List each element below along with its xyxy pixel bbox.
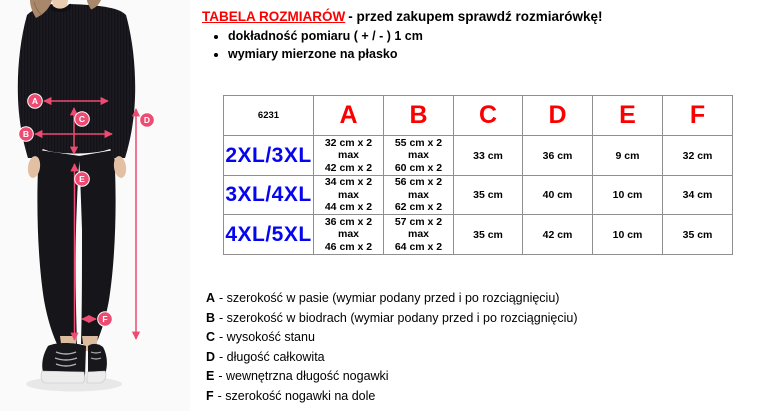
table-row	[224, 176, 733, 215]
measurement-marker-b-icon	[19, 127, 34, 142]
column-header-d: D	[523, 96, 593, 136]
size-label: 2XL/3XL	[224, 136, 314, 176]
size-label: 3XL/4XL	[224, 176, 314, 215]
cell-d: 42 cm	[523, 215, 593, 255]
cell-d: 40 cm	[523, 176, 593, 215]
marker-d-label: D	[143, 115, 151, 126]
column-header-e: E	[593, 96, 663, 136]
cell-e: 10 cm	[593, 176, 663, 215]
legend-line-b: B - szerokość w biodrach (wymiar podany przed i po rozciągnięciu)	[206, 310, 578, 325]
page-title	[202, 9, 603, 24]
marker-e-label: E	[79, 174, 85, 185]
legend-line-d: D - długość całkowita	[206, 349, 325, 364]
marker-a-label: A	[31, 96, 39, 107]
cell-b: 56 cm x 2 max 62 cm x 2	[384, 176, 454, 215]
table-row	[224, 215, 733, 255]
cell-a: 34 cm x 2 max 44 cm x 2	[314, 176, 384, 215]
cell-f: 34 cm	[663, 176, 733, 215]
cell-f: 32 cm	[663, 136, 733, 176]
notes-list	[206, 28, 423, 63]
measurement-marker-c-icon	[75, 112, 90, 127]
measurement-legend	[206, 289, 578, 406]
cell-a: 32 cm x 2 max 42 cm x 2	[314, 136, 384, 176]
sweater	[18, 4, 135, 158]
marker-b-label: B	[22, 129, 30, 140]
sneakers	[41, 343, 107, 383]
cell-b: 55 cm x 2 max 60 cm x 2	[384, 136, 454, 176]
measurement-marker-e-icon	[75, 172, 90, 187]
cell-c: 35 cm	[454, 215, 523, 255]
column-header-f: F	[663, 96, 733, 136]
measurement-marker-d-icon	[140, 113, 155, 128]
legend-line-e: E - wewnętrzna długość nogawki	[206, 369, 389, 383]
column-header-a: A	[314, 96, 384, 136]
cell-d: 36 cm	[523, 136, 593, 176]
cell-a: 36 cm x 2 max 46 cm x 2	[314, 215, 384, 255]
marker-c-label: C	[78, 114, 86, 125]
title-rest: - przed zakupem sprawdź rozmiarówkę!	[348, 9, 603, 24]
legend-line-a: A - szerokość w pasie (wymiar podany przed i po rozciągnięciu)	[206, 291, 560, 305]
title-highlight: TABELA ROZMIARÓW	[202, 9, 346, 24]
note-item: • dokładność pomiaru ( + / - ) 1 cm	[228, 28, 423, 46]
size-label: 4XL/5XL	[224, 215, 314, 255]
cell-c: 35 cm	[454, 176, 523, 215]
product-code: 6231	[224, 96, 314, 136]
legend-line-c: C - wysokość stanu	[206, 330, 315, 344]
cell-e: 10 cm	[593, 215, 663, 255]
cell-e: 9 cm	[593, 136, 663, 176]
note-item: • wymiary mierzone na płasko	[228, 46, 423, 64]
size-table	[223, 95, 733, 255]
column-header-b: B	[384, 96, 454, 136]
cell-b: 57 cm x 2 max 64 cm x 2	[384, 215, 454, 255]
column-header-c: C	[454, 96, 523, 136]
table-row	[224, 136, 733, 176]
cell-c: 33 cm	[454, 136, 523, 176]
measurement-marker-f-icon	[98, 312, 113, 327]
cell-f: 35 cm	[663, 215, 733, 255]
model-photo	[0, 0, 190, 411]
table-header-row	[224, 96, 733, 136]
measurement-marker-a-icon	[28, 94, 43, 109]
legend-line-f: F - szerokość nogawki na dole	[206, 388, 376, 403]
marker-f-label: F	[102, 314, 108, 325]
